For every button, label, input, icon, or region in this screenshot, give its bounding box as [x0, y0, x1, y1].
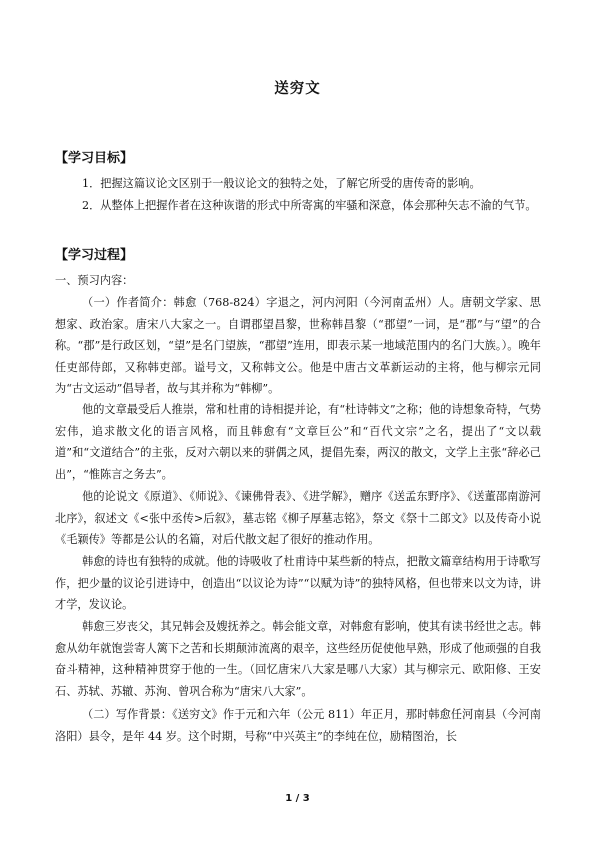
section-heading-goals: 【学习目标】 [55, 151, 134, 166]
paragraph-prose-style: 他的文章最受后人推崇，常和杜甫的诗相提并论，有“杜诗韩文”之称；他的诗想象奇特，气势宏伟，追求散文化的语言风格，而且韩愈有“文章巨公”和“百代文宗”之名，提出了“文以载道”和“文道结合”的主张，反对六朝以来的骈偶之风，提倡先秦，两汉的散文，文学上主张“辞必己出”，“惟陈言之务去”。 [55, 403, 541, 481]
page-number: 1 / 3 [285, 793, 310, 804]
paragraph-poetry: 韩愈的诗也有独特的成就。他的诗吸收了杜甫诗中某些新的特点，把散文篇章结构用于诗歌写作，把少量的议论引进诗中，创造出“以议论为诗”“以赋为诗”的独特风格，但也带来以文为诗，讲才学，发议论。 [55, 555, 541, 611]
paragraph-famous-works: 他的论说文《原道》、《师说》、《谏佛骨表》、《进学解》，赠序《送孟东野序》、《送董邵南游河北序》，叙述文《<张中丞传>后叙》，墓志铭《柳子厚墓志铭》，祭文《祭十二郎文》以及传奇小说《毛颖传》等都是公认的名篇，对后代散文起了很好的推动作用。 [55, 490, 541, 546]
document-title: 送穷文 [274, 81, 321, 97]
paragraph-biography: 韩愈三岁丧父，其兄韩会及嫂抚养之。韩会能文章，对韩愈有影响，使其有读书经世之志。韩愈从幼年就饱尝寄人篱下之苦和长期颠沛流离的艰辛，这些经历促使他早熟，形成了他顽强的自我奋斗精神，这种精神贯穿于他的一生。（回忆唐宋八大家是哪八大家）其与柳宗元、欧阳修、王安石、苏轼、苏辙、苏洵、曾巩合称为“唐宋八大家”。 [55, 620, 541, 698]
section-heading-process: 【学习过程】 [55, 248, 134, 263]
goal-item-2: 2．从整体上把握作者在这种诙谐的形式中所寄寓的牢骚和深意，体会那种矢志不渝的气节。 [82, 199, 537, 212]
goal-item-1: 1．把握这篇议论文区别于一般议论文的独特之处，了解它所受的唐传奇的影响。 [82, 177, 481, 190]
preview-heading: 一、预习内容： [55, 274, 134, 287]
paragraph-author-intro: （一）作者简介：韩愈（768-824）字退之，河内河阳（今河南孟州）人。唐朝文学家、思想家、政治家。唐宋八大家之一。自谓郡望昌黎，世称韩昌黎（“郡望”一词，是“郡”与“望”的合称。“郡”是行政区划，“望”是名门望族，“郡望”连用，即表示某一地域范围内的名门大族。）。晚年任吏部侍郎，又称韩吏部。谥号文，又称韩文公。他是中唐古文革新运动的主将，他与柳宗元同为“古文运动”倡导者，故与其并称为“韩柳”。 [55, 296, 541, 395]
paragraph-background: （二）写作背景：《送穷文》作于元和六年（公元 811）年正月，那时韩愈任河南县（今河南洛阳）县令，是年 44 岁。这个时期，号称“中兴英主”的李纯在位，励精图治，长 [55, 708, 541, 743]
